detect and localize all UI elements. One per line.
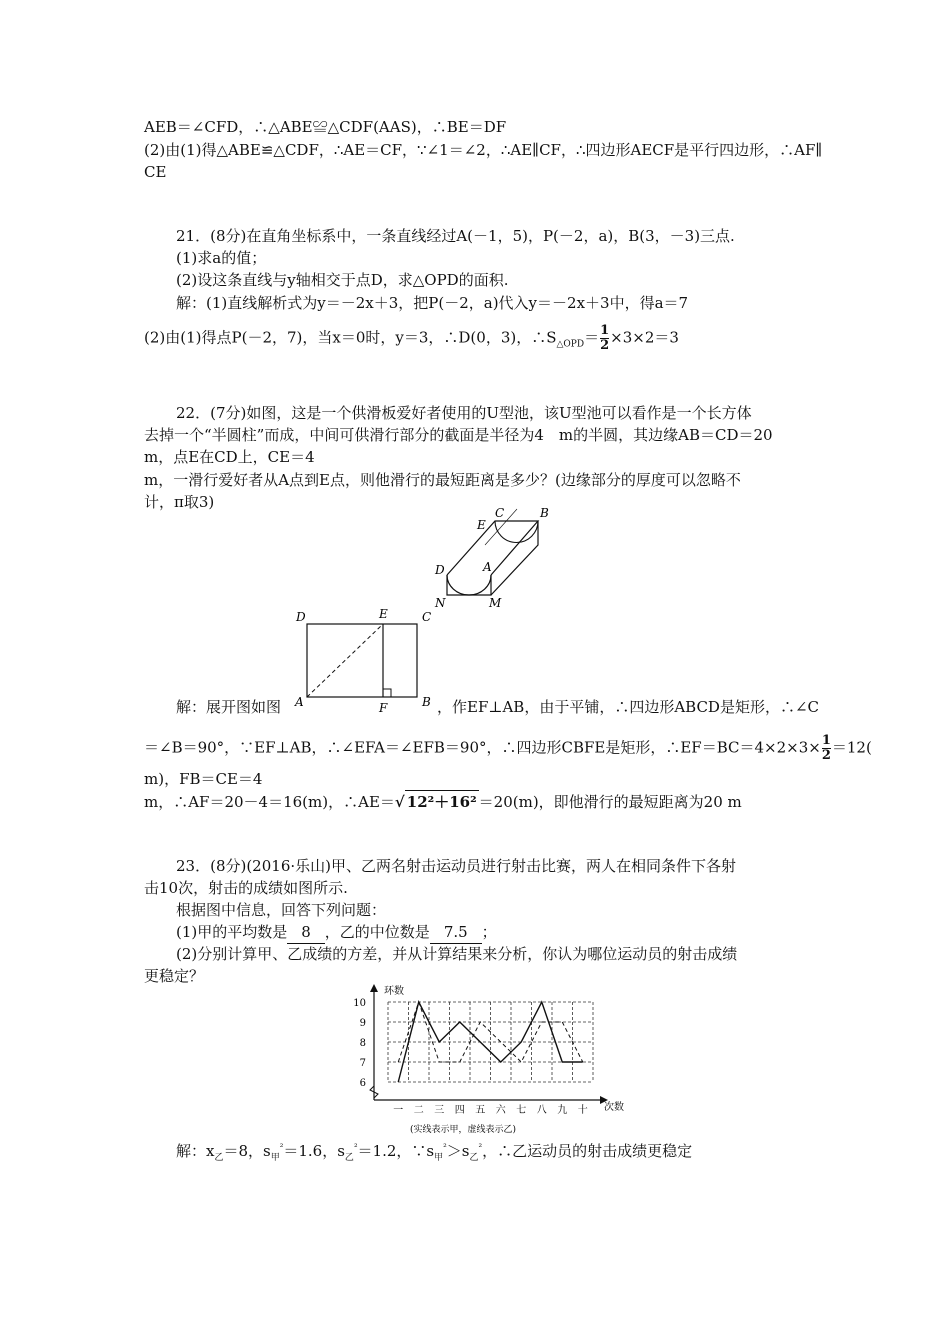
x-tick-label: 十 bbox=[577, 1105, 588, 1116]
p22-answer-1a: 解：展开图如图 bbox=[176, 698, 282, 716]
x-tick-label: 一 bbox=[393, 1105, 404, 1116]
unfolded-rectangle-figure bbox=[290, 604, 440, 716]
p21-answer-2: (2)由(1)得点P(－2，7)，当x＝0时，y＝3，∴D(0，3)，$\therefore S_{\triangle OPD}=$ $\frac{1}{2}$ ×3×2＝3 bbox=[144, 323, 679, 353]
y-tick-label: 6 bbox=[359, 1078, 366, 1089]
label-B-2d: B bbox=[422, 695, 431, 709]
y-tick-label: 7 bbox=[359, 1058, 366, 1069]
x-tick-label: 五 bbox=[475, 1105, 486, 1116]
p21-sub-1: (1)求a的值； bbox=[176, 249, 267, 267]
label-A-2d: A bbox=[295, 695, 304, 709]
label-C-3d: C bbox=[495, 506, 505, 520]
x-tick-label: 三 bbox=[434, 1105, 445, 1116]
p22-question-2: 去掉一个“半圆柱”而成，中间可供滑行部分的截面是半径为4 m的半圆，其边缘AB＝CD＝20 bbox=[144, 426, 773, 444]
u-pool-3d-figure bbox=[425, 505, 555, 613]
p22-answer-2: ＝∠B＝90°，∵EF⊥AB，∴∠EFA＝∠EFB＝90°，∴四边形CBFE是矩形，∴EF＝BC＝4×2×3× $\frac{1}{2}$ ＝12( bbox=[144, 733, 872, 763]
chart-grid bbox=[388, 1002, 593, 1082]
x-tick-label: 七 bbox=[516, 1105, 527, 1116]
shooting-scores-chart bbox=[340, 982, 640, 1137]
x-tick-label: 四 bbox=[454, 1105, 465, 1116]
p22-answer-1b: ，作EF⊥AB，由于平铺，∴四边形ABCD是矩形，∴∠C bbox=[437, 698, 820, 716]
y-tick-label: 10 bbox=[353, 998, 366, 1009]
chart-tick-labels bbox=[353, 998, 587, 1116]
p23-sub-2b: 更稳定？ bbox=[144, 967, 205, 985]
p22-question-3: m，点E在CD上，CE＝4 bbox=[144, 448, 315, 466]
y-tick-label: 8 bbox=[359, 1038, 366, 1049]
label-E-3d: E bbox=[477, 518, 486, 532]
shortest-path-AE bbox=[307, 624, 383, 697]
p20-line-3: CE bbox=[144, 163, 167, 181]
p23-sub-1: (1)甲的平均数是 8 ，乙的中位数是 7.5 ； bbox=[176, 921, 497, 944]
p21-sub-2: (2)设这条直线与y轴相交于点D，求△OPD的面积. bbox=[176, 271, 509, 289]
fraction-one-half: $\frac{1}{2}$ bbox=[600, 323, 610, 353]
p20-line-2: (2)由(1)得△ABE≌△CDF，∴AE＝CF，∵∠1＝∠2，∴AE∥CF，∴四边形AECF是平行四边形，∴AF∥ bbox=[144, 141, 823, 159]
p22-answer-4: m，∴AF＝20－4＝16(m)，∴AE＝√ 12²＋16² ＝20(m)，即他滑行的最短距离为20 m bbox=[144, 790, 742, 813]
pool-top-rim-outline bbox=[447, 521, 538, 575]
sqrt-expression: 12²＋16² bbox=[405, 790, 479, 813]
label-F-2d: F bbox=[379, 701, 388, 715]
y-axis-arrow bbox=[370, 984, 378, 992]
p23-answer: 解：$x_乙=8$，$s_甲^{^2}=1.6$，$s_乙^{^2}=1.2$，$\because s_甲^{^2}>s_乙^{^2}$，∴乙运动员的射击成绩更稳定 bbox=[176, 1142, 693, 1163]
label-N-3d: N bbox=[435, 596, 446, 610]
answer-blank-1: 8 bbox=[287, 921, 325, 944]
p20-line-1: AEB＝∠CFD，∴△ABE≌△CDF(AAS)，∴BE＝DF bbox=[144, 118, 507, 136]
p22-answer-3: m)，FB＝CE＝4 bbox=[144, 770, 263, 788]
p22-question-4: m，一滑行爱好者从A点到E点，则他滑行的最短距离是多少？(边缘部分的厚度可以忽略不 bbox=[144, 471, 741, 489]
label-E-2d: E bbox=[379, 607, 388, 621]
x-tick-label: 九 bbox=[557, 1105, 568, 1116]
x-tick-label: 六 bbox=[495, 1105, 506, 1116]
p23-question-3: 根据图中信息，回答下列问题： bbox=[176, 901, 387, 919]
p23-sub-2a: (2)分别计算甲、乙成绩的方差，并从计算结果来分析，你认为哪位运动员的射击成绩 bbox=[176, 945, 738, 963]
p21-question: 21．(8分)在直角坐标系中，一条直线经过A(－1，5)，P(－2，a)，B(3，－3)三点. bbox=[176, 227, 735, 245]
y-tick-label: 9 bbox=[359, 1018, 366, 1029]
answer-blank-2: 7.5 bbox=[430, 921, 482, 944]
label-M-3d: M bbox=[489, 596, 502, 610]
p23-question-2: 击10次，射击的成绩如图所示. bbox=[144, 879, 348, 897]
x-tick-label: 二 bbox=[413, 1105, 424, 1116]
chart-caption: (实线表示甲，虚线表示乙) bbox=[410, 1125, 517, 1135]
p23-question-1: 23．(8分)(2016·乐山)甲、乙两名射击运动员进行射击比赛，两人在相同条件下各射 bbox=[176, 857, 736, 875]
label-D-3d: D bbox=[435, 563, 445, 577]
label-C-2d: C bbox=[422, 610, 432, 624]
right-angle-mark bbox=[383, 689, 391, 697]
fraction-one-half: $\frac{1}{2}$ bbox=[821, 733, 831, 763]
p22-question-1: 22．(7分)如图，这是一个供滑板爱好者使用的U型池，该U型池可以看作是一个长方体 bbox=[176, 404, 752, 422]
chart-x-axis-label: 次数 bbox=[604, 1102, 624, 1113]
p22-question-5: 计，π取3) bbox=[144, 493, 215, 511]
label-B-3d: B bbox=[540, 506, 549, 520]
chart-y-axis-label: 环数 bbox=[384, 986, 404, 997]
label-A-3d: A bbox=[483, 560, 492, 574]
p21-answer-1: 解：(1)直线解析式为y＝－2x＋3，把P(－2，a)代入y＝－2x＋3中，得a＝7 bbox=[176, 294, 689, 312]
x-tick-label: 八 bbox=[536, 1105, 547, 1116]
label-D-2d: D bbox=[296, 610, 306, 624]
